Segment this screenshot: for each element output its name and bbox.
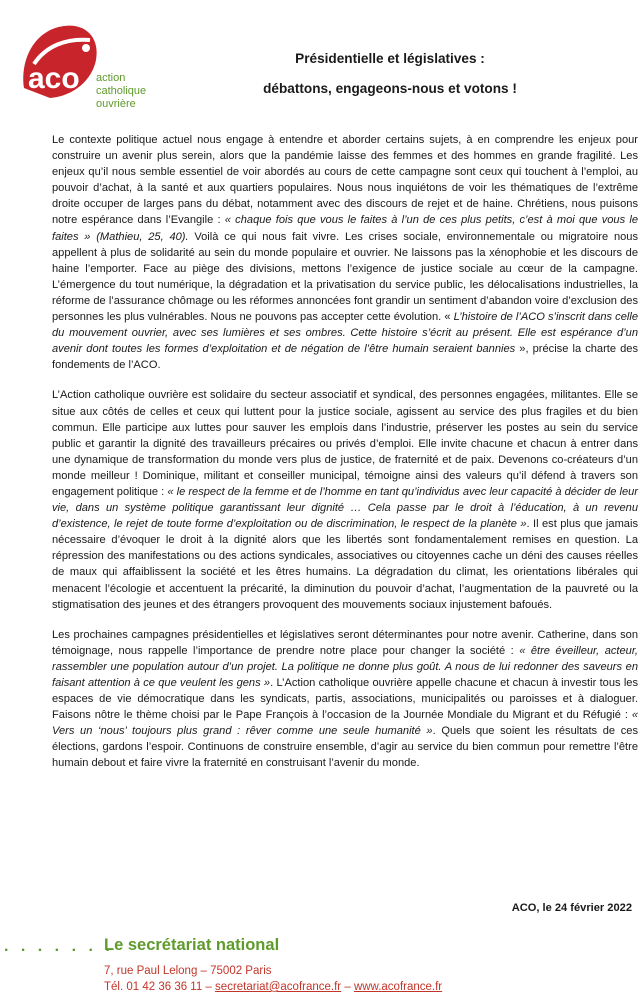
- signature-date: ACO, le 24 février 2022: [511, 902, 632, 914]
- paragraph-3: [52, 627, 638, 772]
- footer-email-link[interactable]: secretariat@acofrance.fr: [215, 981, 342, 993]
- p2-text-b: . Il est plus que jamais nécessaire d’évoquer le droit à la dignité alors que les libertés sont fondamentalement remises en question. La répression des manifestations ou des actions syndicales, associatives ou citoyennes cache un déni des causes réelles de maux qui affaiblissent la société et les êtres humains. La dégradation du climat, les orientations libérales qui menacent l’écologie et accentuent la précarité, la diminution du pouvoir d’achat, l’augmentation de la pauvreté ou la stigmatisation des jeunes et des étrangers provoquent des mouvements sociaux injustement bafoués.: [52, 518, 638, 611]
- paragraph-1: [52, 132, 638, 373]
- logo-line-catholique: catholique: [96, 85, 147, 97]
- footer-dots: . . . . . . .: [4, 938, 114, 955]
- footer-address: 7, rue Paul Lelong – 75002 Paris: [104, 965, 272, 977]
- logo-text: [96, 72, 146, 111]
- aco-logo-mark: [14, 18, 104, 108]
- footer-title: Le secrétariat national: [104, 936, 280, 954]
- p2-quote-dominique: « le respect de la femme et de l’homme en tant qu’individus avec leur capacité à décider de leur vie, dans un système politique garantissant leur dignité … Cela passe par le droit à l’éducation, à un revenu d’existence, le rejet de toute forme d’exploitation ou de discrimination, le respect de la planète »: [52, 485, 638, 531]
- p1-quote-charter: L’histoire de l’ACO s’inscrit dans celle du mouvement ouvrier, avec ses lumières et ses ombres. Cette histoire s’écrit au présent. Elle est espérance d’un avenir dont toutes les formes d’exploitation et de négation de l’être humain seraient bannies: [52, 311, 638, 356]
- document-body: [52, 132, 638, 786]
- p3-text-a: Les prochaines campagnes présidentielles et législatives seront déterminantes pour notre avenir. Catherine, dans son témoignage, nous rappelle l’importance de prendre notre place pour changer la société :: [52, 628, 638, 657]
- p1-quote-gospel: « chaque fois que vous le faites à l’un de ces plus petits, c’est à moi que vous le faites » (Mathieu, 25, 40).: [52, 214, 638, 243]
- p3-text-c: . Quels que soient les résultats de ces élections, gardons l’espoir. Continuons de construire ensemble, d’agir au service du bien commun pour remettre l’être humain debout et faire vivre la fraternité en construisant l’avenir du monde.: [52, 725, 638, 770]
- logo-acronym: aco: [28, 62, 80, 95]
- footer-separator: –: [341, 981, 354, 993]
- p3-quote-catherine: « être éveilleur, acteur, rassembler une population autour d’un projet. La politique ne donne plus goût. A nous de lui redonner des saveurs en faisant attention à ce que veulent les gens »: [52, 644, 638, 689]
- paragraph-2: [52, 387, 638, 612]
- footer-website-link[interactable]: www.acofrance.fr: [353, 981, 443, 993]
- footer-contact-line: [104, 979, 442, 995]
- p3-text-b: . L’Action catholique ouvrière appelle chacune et chacun à investir tous les espaces de vie démocratique dans les syndicats, partis, associations, municipalités ou paroisses et à dialoguer. Faisons nôtre le thème choisi par le Pape François à l’occasion de la Journée Mondiale du Migrant et du Réfugié :: [52, 677, 638, 722]
- p1-text-b: Voilà ce qui nous fait vivre. Les crises sociale, environnementale ou migratoire nous appellent à plus de solidarité au sein du monde populaire et ouvrier. Ne laissons pas la xénophobie et les discours de haine l’emporter. Face au piège des divisions, mettons l’exigence de justice sociale au cœur de la campagne. L’émergence du tout numérique, la dégradation et la privatisation du service public, les délocalisations industrielles, la réforme de l’assurance chômage ou les réformes annoncées font grandir un sentiment d’abandon voire d’exclusion des personnes les plus vulnérables. Nous ne pouvons pas accepter cette évolution. «: [52, 230, 638, 324]
- title-line-2: débattons, engageons-nous et votons !: [263, 81, 517, 96]
- title-line-1: Présidentielle et législatives :: [295, 51, 485, 66]
- p3-quote-pope: « Vers un ‘nous’ toujours plus grand : rêver comme une seule humanité »: [52, 709, 638, 738]
- footer-contact: [104, 963, 442, 995]
- logo-line-action: action: [96, 72, 126, 84]
- footer-phone: Tél. 01 42 36 36 11 –: [104, 981, 216, 993]
- aco-logo: [14, 18, 154, 116]
- p1-text-a: Le contexte politique actuel nous engage à entendre et aborder certains sujets, à en comprendre les enjeux pour construire un avenir plus serein, alors que la pandémie laisse des femmes et des hommes en grande fragilité. Les enjeux qu’il nous semble essentiel de voir abordés au cours de cette campagne sont ceux qui touchent à l’emploi, au pouvoir d’achat, à la santé et aux quartiers populaires. Nous nous inquiétons de voir les thématiques de l’extrême droite occuper de larges pans du débat, notamment avec des discours de rejet et de haine. Chrétiens, nous puisons notre espérance dans l’Evangile :: [52, 134, 638, 227]
- document-title: [170, 44, 610, 104]
- p2-text-a: L’Action catholique ouvrière est solidaire du secteur associatif et syndical, des personnes engagées, militantes. Elle se situe aux côtés de celles et ceux qui luttent pour la justice sociale, agissent au service des plus fragiles et du bien commun. Elle participe aux luttes pour sauver les emplois dans l’industrie, préserver les postes au sein du service public et garantir la dignité des travailleurs précaires ou privés d’emploi. Elle invite chacune et chacun à entrer dans une dynamique de transformation du monde vers plus de justice, de fraternité et de paix. Devenons co-créateurs d’un monde meilleur ! Dominique, militant et conseiller municipal, témoigne ainsi des valeurs qu’il défend à travers son engagement politique :: [52, 389, 638, 498]
- p1-text-c: », précise la charte des fondements de l’ACO.: [52, 343, 639, 372]
- logo-line-ouvriere: ouvrière: [96, 98, 136, 110]
